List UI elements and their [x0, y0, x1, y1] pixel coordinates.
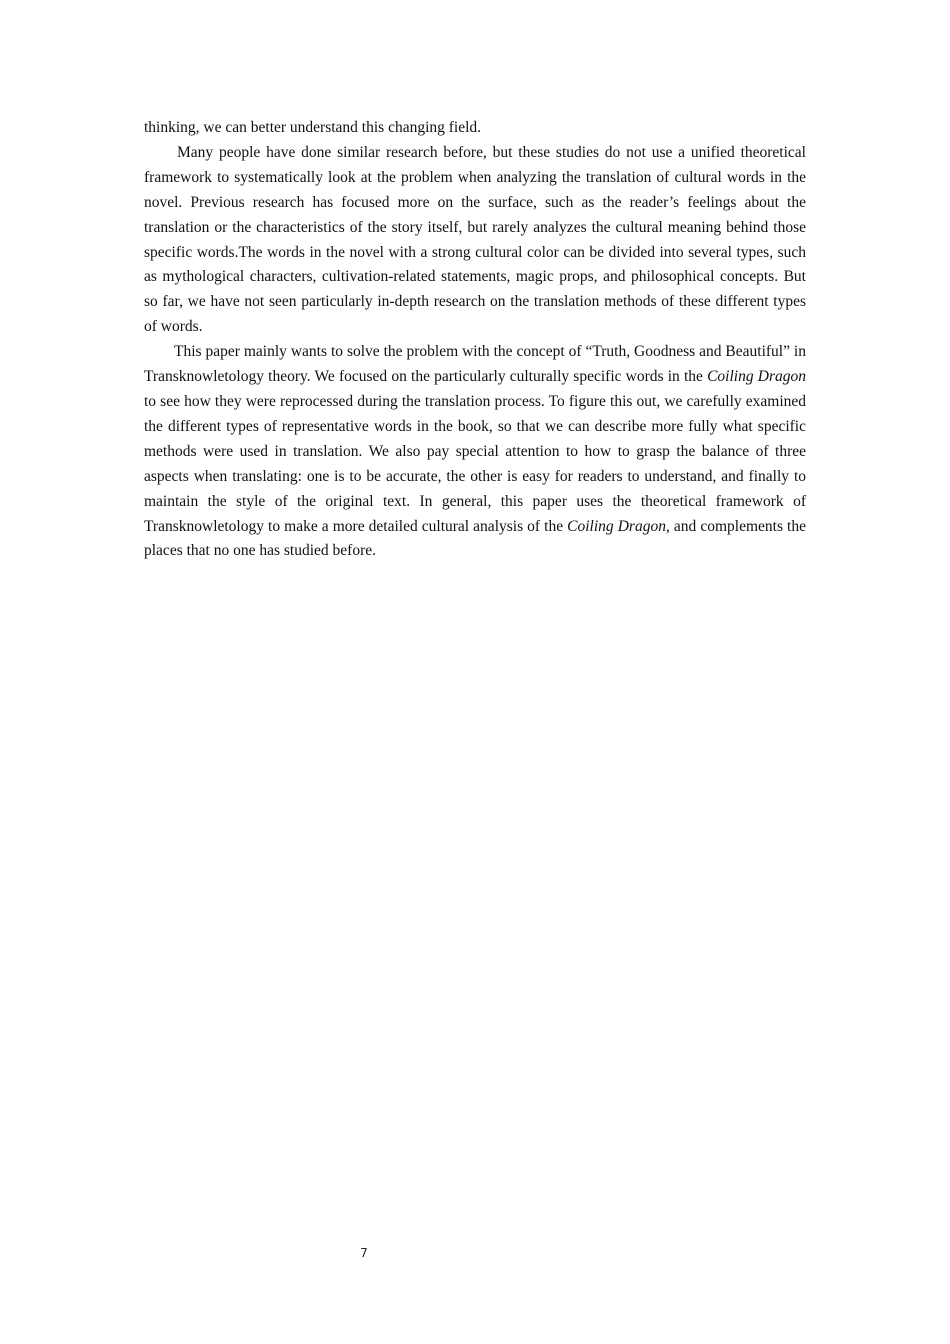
paragraph-prior-research: Many people have done similar research before, but these studies do not use a unified theoretical framework to systematically look at the problem when analyzing the translation of cultural words in the novel. Previous research has focused more on the surface, such as the reader’s feelings about the translation or the characteristics of the story itself, but rarely analyzes the cultural meaning behind those specific words.The words in the novel with a strong cultural color can be divided into several types, such as mythological characters, cultivation-related statements, magic props, and philosophical concepts. But so far, we have not seen particularly in-depth research on the translation methods of these different types of words.	[144, 143, 806, 336]
paragraph-text-part: and complements the places that no one has studied before.	[144, 517, 806, 560]
page-number: 7	[360, 1246, 368, 1260]
paragraph-continuation: thinking, we can better understand this changing field.	[144, 119, 482, 136]
book-title: Coiling Dragon,	[567, 517, 670, 535]
body-text	[144, 116, 806, 564]
paragraph-text-part: This paper mainly wants to solve the problem with the concept of “Truth, Goodness and Beautiful” in Transknowletology theory. We focused on the particularly culturally specific words in the	[144, 343, 806, 386]
paragraph-paper-aim	[144, 340, 806, 564]
book-title: Coiling Dragon	[707, 368, 807, 386]
paragraph-text-part: to see how they were reprocessed during the translation process. To figure this out, we carefully examined the different types of representative words in the book, so that we can describe more fully what specific methods were used in translation. We also pay special attention to how to grasp the balance of three aspects when translating: one is to be accurate, the other is easy for readers to understand, and finally to maintain the style of the original text. In general, this paper uses the theoretical framework of Transknowletology to make a more detailed cultural analysis of the	[144, 392, 806, 535]
